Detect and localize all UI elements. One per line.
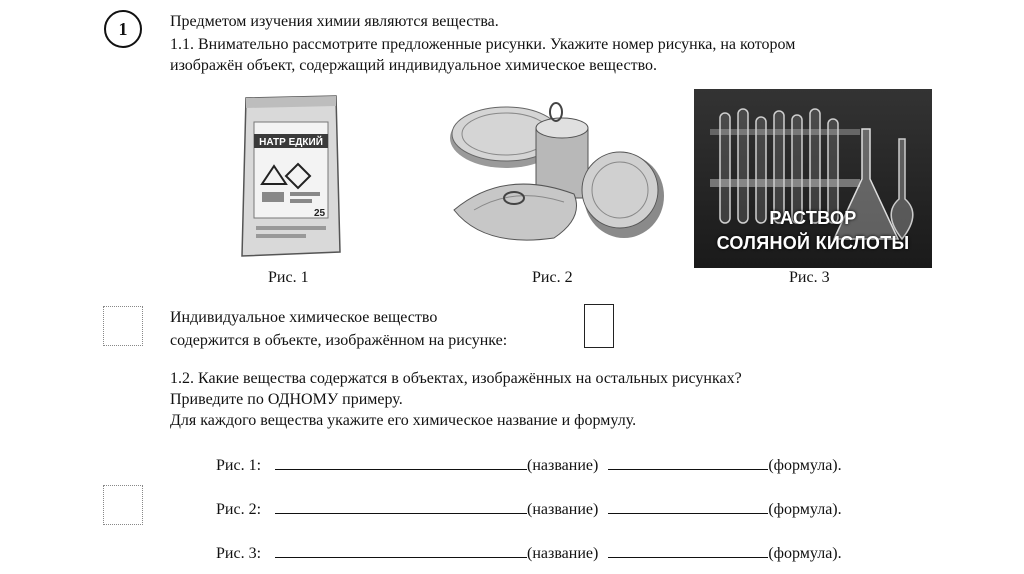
formula-input-line[interactable] (608, 543, 768, 558)
score-box-2 (103, 485, 143, 525)
figure-1-caption: Рис. 1 (268, 269, 309, 286)
question-1-1-line2: изображён объект, содержащий индивидуальное химическое вещество. (170, 57, 658, 74)
formula-input-line[interactable] (608, 499, 768, 514)
question-1-2-line3: Для каждого вещества укажите его химическое название и формулу. (170, 412, 637, 429)
question-1-2-line2: Приведите по ОДНОМУ примеру. (170, 391, 403, 408)
image-label-line2: СОЛЯНОЙ КИСЛОТЫ (716, 233, 910, 253)
score-box-1 (103, 306, 143, 346)
figure-3-caption: Рис. 3 (789, 269, 830, 286)
name-hint: (название) (527, 501, 599, 518)
name-hint: (название) (527, 545, 599, 562)
answer-row-1 (216, 455, 842, 475)
sodium-hydroxide-bag-image (236, 92, 346, 262)
formula-hint: (формула). (768, 501, 842, 518)
bag-weight: 25 (314, 208, 326, 219)
image-label-line1: РАСТВОР (769, 208, 857, 228)
formula-hint: (формула). (768, 457, 842, 474)
task-number-badge: 1 (104, 10, 142, 48)
name-input-line[interactable] (275, 455, 527, 470)
formula-input-line[interactable] (608, 455, 768, 470)
figure-2-caption: Рис. 2 (532, 269, 573, 286)
row-label: Рис. 2: (216, 501, 262, 518)
name-hint: (название) (527, 457, 599, 474)
question-1-2-line1: 1.2. Какие вещества содержатся в объектах, изображённых на остальных рисунках? (170, 370, 742, 387)
bag-title: НАТР ЕДКИЙ (259, 137, 323, 148)
answer-row-2 (216, 499, 842, 519)
name-input-line[interactable] (275, 543, 527, 558)
hydrochloric-acid-image (694, 89, 932, 268)
answer-row-3 (216, 543, 842, 563)
answer-figure-number-box[interactable] (584, 304, 614, 348)
row-label: Рис. 1: (216, 457, 262, 474)
answer1-line1: Индивидуальное химическое вещество (170, 309, 438, 326)
question-1-1-line1: 1.1. Внимательно рассмотрите предложенные рисунки. Укажите номер рисунка, на котором (170, 36, 796, 53)
answer1-line2: содержится в объекте, изображённом на рисунке: (170, 332, 508, 349)
formula-hint: (формула). (768, 545, 842, 562)
row-label: Рис. 3: (216, 545, 262, 562)
tin-cans-image (444, 98, 666, 248)
name-input-line[interactable] (275, 499, 527, 514)
intro-text: Предметом изучения химии являются вещества. (170, 13, 499, 30)
